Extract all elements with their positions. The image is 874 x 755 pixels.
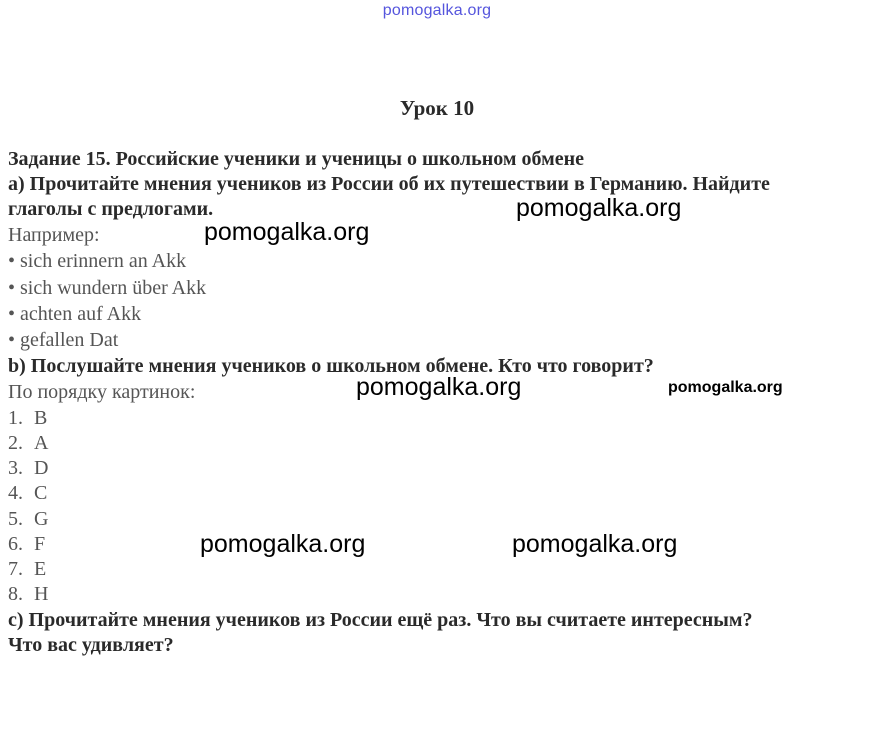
answer-number: 3. bbox=[8, 457, 23, 479]
watermark: pomogalka.org bbox=[204, 218, 370, 246]
watermark: pomogalka.org bbox=[668, 379, 783, 396]
answer-number: 8. bbox=[8, 583, 23, 605]
part-c-line1: c) Прочитайте мнения учеников из России ещё раз. Что вы считаете интересным? bbox=[8, 609, 753, 631]
example-item bbox=[8, 249, 186, 273]
answer-number: 4. bbox=[8, 482, 23, 504]
example-text: sich wundern über Akk bbox=[20, 277, 207, 299]
answer-item bbox=[8, 456, 48, 480]
task-heading bbox=[8, 147, 584, 171]
answer-letter: D bbox=[34, 457, 49, 479]
example-text: achten auf Akk bbox=[20, 303, 142, 325]
example-item bbox=[8, 276, 206, 300]
answer-letter: H bbox=[34, 583, 49, 605]
answer-number: 7. bbox=[8, 558, 23, 580]
answer-letter: B bbox=[34, 407, 48, 429]
example-text: sich erinnern an Akk bbox=[20, 250, 187, 272]
watermark: pomogalka.org bbox=[516, 194, 682, 222]
answer-item bbox=[8, 481, 47, 505]
part-c-line2: Что вас удивляет? bbox=[8, 634, 174, 656]
example-item bbox=[8, 328, 118, 352]
watermark: pomogalka.org bbox=[200, 530, 366, 558]
bullet-icon: • bbox=[8, 329, 16, 351]
answer-number: 1. bbox=[8, 407, 23, 429]
task-title: . Российские ученики и ученицы о школьном обмене bbox=[105, 148, 584, 170]
bullet-icon: • bbox=[8, 250, 16, 272]
answer-letter: C bbox=[34, 482, 48, 504]
answer-item bbox=[8, 532, 45, 556]
answer-item bbox=[8, 582, 48, 606]
order-label: По порядку картинок: bbox=[8, 381, 196, 403]
example-item bbox=[8, 302, 141, 326]
answer-number: 5. bbox=[8, 508, 23, 530]
part-a-line2: глаголы с предлогами. bbox=[8, 198, 214, 220]
bullet-icon: • bbox=[8, 277, 16, 299]
example-label: Например: bbox=[8, 224, 100, 246]
site-link[interactable]: pomogalka.org bbox=[382, 2, 492, 19]
example-text: gefallen Dat bbox=[20, 329, 119, 351]
task-number: Задание 15 bbox=[8, 148, 106, 170]
part-a-line1: а) Прочитайте мнения учеников из России об их путешествии в Германию. Найдите bbox=[8, 173, 770, 195]
answer-letter: F bbox=[34, 533, 46, 555]
part-b: b) Послушайте мнения учеников о школьном обмене. Кто что говорит? bbox=[8, 355, 654, 377]
answer-letter: A bbox=[34, 432, 49, 454]
lesson-title: Урок 10 bbox=[399, 96, 475, 120]
answer-letter: E bbox=[34, 558, 47, 580]
answer-item bbox=[8, 507, 48, 531]
answer-item bbox=[8, 431, 48, 455]
watermark: pomogalka.org bbox=[356, 373, 522, 401]
answer-item bbox=[8, 406, 47, 430]
bullet-icon: • bbox=[8, 303, 16, 325]
answer-number: 6. bbox=[8, 533, 23, 555]
answer-number: 2. bbox=[8, 432, 23, 454]
watermark: pomogalka.org bbox=[512, 530, 678, 558]
answer-letter: G bbox=[34, 508, 49, 530]
answer-item bbox=[8, 557, 46, 581]
